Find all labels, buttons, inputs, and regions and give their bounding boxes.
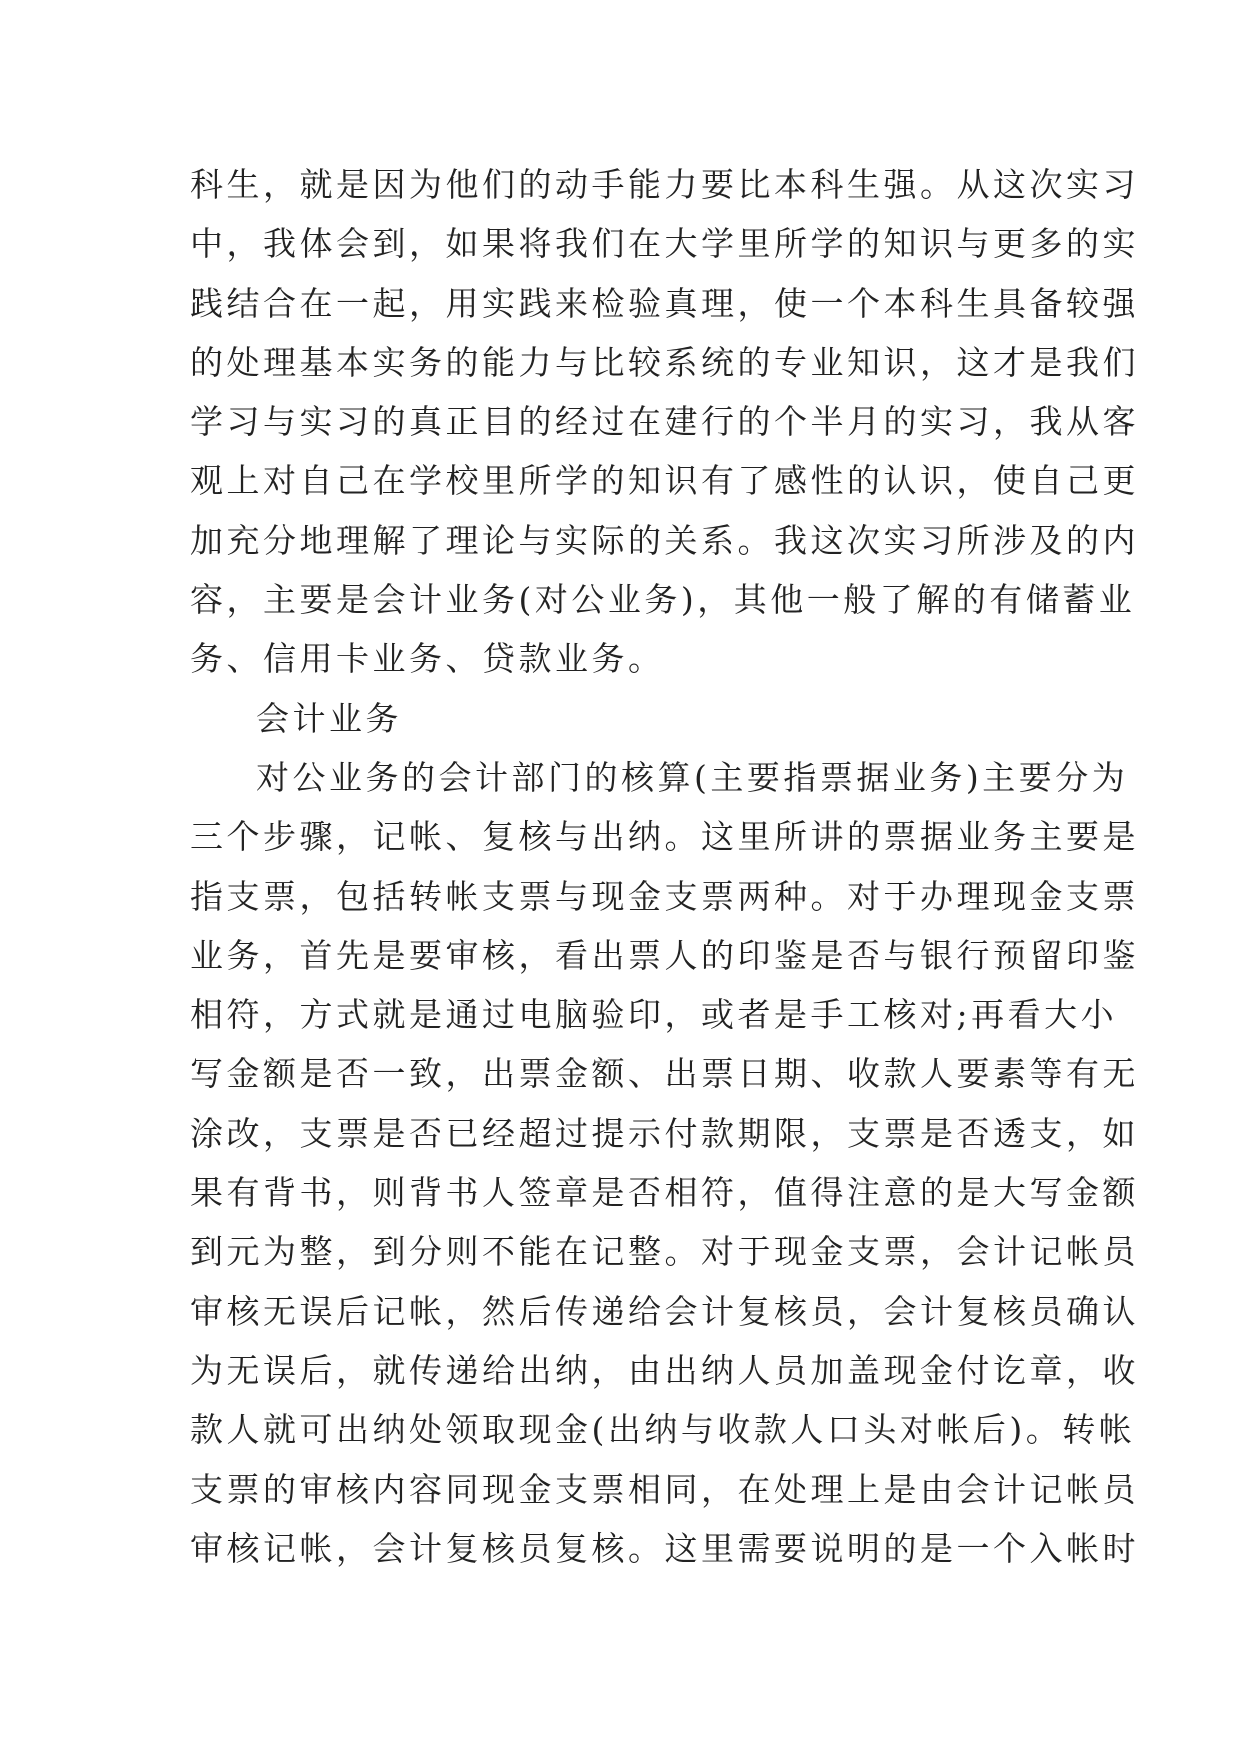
text-line: 审核无误后记帐，然后传递给会计复核员，会计复核员确认 (190, 1291, 1139, 1331)
text-line: 到元为整，到分则不能在记整。对于现金支票，会计记帐员 (190, 1232, 1139, 1272)
text-line: 科生，就是因为他们的动手能力要比本科生强。从这次实习 (190, 165, 1139, 204)
text-line: 支票的审核内容同现金支票相同，在处理上是由会计记帐员 (190, 1469, 1139, 1509)
text-line: 加充分地理解了理论与实际的关系。我这次实习所涉及的内 (190, 520, 1139, 560)
text-line: 写金额是否一致，出票金额、出票日期、收款人要素等有无 (190, 1054, 1139, 1094)
section-heading: 会计业务 (256, 698, 402, 738)
text-line: 涂改，支票是否已经超过提示付款期限，支票是否透支，如 (190, 1113, 1139, 1153)
text-line: 果有背书，则背书人签章是否相符，值得注意的是大写金额 (190, 1173, 1139, 1213)
text-line: 款人就可出纳处领取现金(出纳与收款人口头对帐后)。转帐 (190, 1410, 1136, 1450)
text-line: 指支票，包括转帐支票与现金支票两种。对于办理现金支票 (190, 876, 1139, 916)
text-line: 相符，方式就是通过电脑验印，或者是手工核对;再看大小 (190, 995, 1118, 1035)
text-line: 学习与实习的真正目的经过在建行的个半月的实习，我从客 (190, 402, 1139, 442)
text-line: 对公业务的会计部门的核算(主要指票据业务)主要分为 (256, 757, 1129, 797)
body-text (190, 155, 1139, 1578)
text-line: 容，主要是会计业务(对公业务)，其他一般了解的有储蓄业 (190, 580, 1136, 620)
text-line: 观上对自己在学校里所学的知识有了感性的认识，使自己更 (190, 461, 1139, 501)
text-line: 三个步骤，记帐、复核与出纳。这里所讲的票据业务主要是 (190, 817, 1139, 857)
text-line: 为无误后，就传递给出纳，由出纳人员加盖现金付讫章，收 (190, 1350, 1139, 1390)
text-line: 务、信用卡业务、贷款业务。 (190, 639, 665, 679)
text-line: 的处理基本实务的能力与比较系统的专业知识，这才是我们 (190, 342, 1139, 382)
text-line: 中，我体会到，如果将我们在大学里所学的知识与更多的实 (190, 224, 1139, 264)
text-line: 审核记帐，会计复核员复核。这里需要说明的是一个入帐时 (190, 1528, 1139, 1568)
text-line: 践结合在一起，用实践来检验真理，使一个本科生具备较强 (190, 283, 1139, 323)
text-line: 业务，首先是要审核，看出票人的印鉴是否与银行预留印鉴 (190, 935, 1139, 975)
